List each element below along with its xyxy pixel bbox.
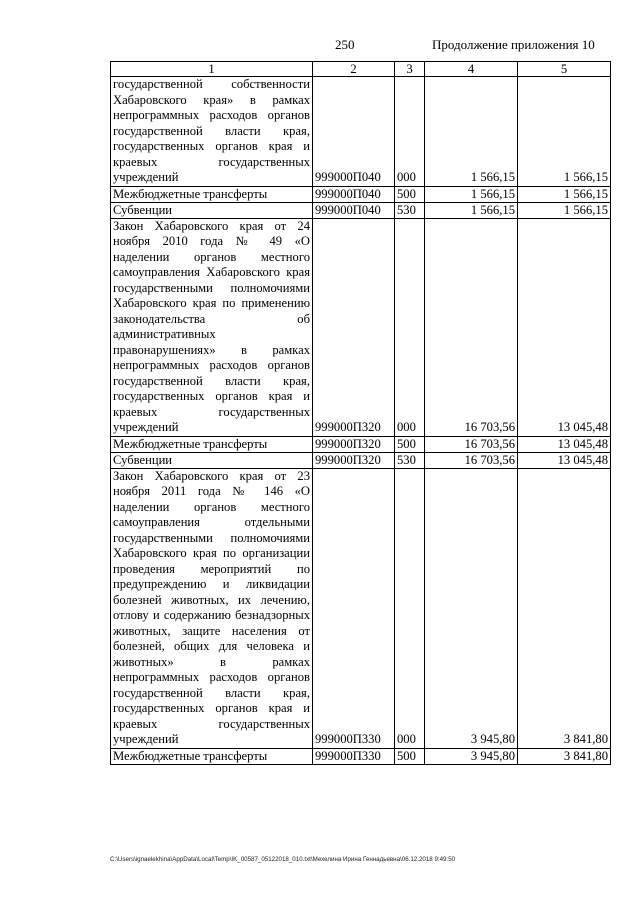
column-header: 2 (313, 62, 395, 77)
row-name: Закон Хабаровского края от 23 ноября 2011 года № 146 «О наделении органов местного самоуправления отдельными государственными полномочиями Хабаровского края по организации проведения мероприятий по предупреждению и ликвидации болезней животных, их лечению, отлову и содержанию безнадзорных животных, защите населения от болезней, общих для человека и животных» в рамках непрограммных расходов органов государственной власти края, государственных органов края и краевых государственных учреждений (111, 468, 313, 748)
table-row (111, 436, 611, 452)
table-row (111, 202, 611, 218)
row-code: 999000П040 (313, 77, 395, 187)
row-value-2: 3 841,80 (518, 468, 611, 748)
row-kind: 530 (395, 202, 425, 218)
row-code: 999000П320 (313, 218, 395, 436)
footer-file-path: C:\Users\ignaelekhina\AppData\Local\Temp\IK_00587_05122018_010.txt\Мехелина Ирина Геннадьевна\06.12.2018 9:49:50 (110, 856, 456, 863)
column-header: 5 (518, 62, 611, 77)
row-code: 999000П330 (313, 468, 395, 748)
row-value-1: 1 566,15 (425, 77, 518, 187)
row-name: Межбюджетные трансферты (111, 186, 313, 202)
row-kind: 500 (395, 748, 425, 764)
row-value-2: 1 566,15 (518, 186, 611, 202)
row-kind: 000 (395, 468, 425, 748)
row-name: Закон Хабаровского края от 24 ноября 2010 года № 49 «О наделении органов местного самоуправления Хабаровского края государственными полномочиями Хабаровского края по применению законодательства об административных правонарушениях» в рамках непрограммных расходов органов государственной власти края, государственных органов края и краевых государственных учреждений (111, 218, 313, 436)
column-header: 3 (395, 62, 425, 77)
row-value-1: 16 703,56 (425, 436, 518, 452)
row-kind: 000 (395, 77, 425, 187)
appendix-continuation-label: Продолжение приложения 10 (432, 37, 595, 52)
row-value-1: 16 703,56 (425, 218, 518, 436)
table-row (111, 468, 611, 748)
row-code: 999000П330 (313, 748, 395, 764)
table-row (111, 452, 611, 468)
row-name: Субвенции (111, 202, 313, 218)
row-value-1: 1 566,15 (425, 202, 518, 218)
row-name: Межбюджетные трансферты (111, 436, 313, 452)
row-value-2: 3 841,80 (518, 748, 611, 764)
row-code: 999000П040 (313, 202, 395, 218)
row-code: 999000П320 (313, 452, 395, 468)
row-kind: 500 (395, 186, 425, 202)
row-code: 999000П040 (313, 186, 395, 202)
row-code: 999000П320 (313, 436, 395, 452)
row-value-2: 13 045,48 (518, 218, 611, 436)
table-row (111, 748, 611, 764)
row-kind: 530 (395, 452, 425, 468)
row-value-2: 13 045,48 (518, 436, 611, 452)
row-name: государственной собственности Хабаровского края» в рамках непрограммных расходов органов государственной власти края, государственных органов края и краевых государственных учреждений (111, 77, 313, 187)
row-name: Субвенции (111, 452, 313, 468)
row-value-1: 3 945,80 (425, 468, 518, 748)
row-value-2: 13 045,48 (518, 452, 611, 468)
row-kind: 000 (395, 218, 425, 436)
table-header-row (111, 62, 611, 77)
row-kind: 500 (395, 436, 425, 452)
budget-table (110, 61, 611, 765)
page-number: 250 (335, 37, 355, 52)
column-header: 1 (111, 62, 313, 77)
table-row (111, 186, 611, 202)
row-value-1: 3 945,80 (425, 748, 518, 764)
row-value-2: 1 566,15 (518, 77, 611, 187)
row-value-1: 1 566,15 (425, 186, 518, 202)
table-row (111, 218, 611, 436)
row-value-2: 1 566,15 (518, 202, 611, 218)
row-value-1: 16 703,56 (425, 452, 518, 468)
table-row (111, 77, 611, 187)
row-name: Межбюджетные трансферты (111, 748, 313, 764)
column-header: 4 (425, 62, 518, 77)
